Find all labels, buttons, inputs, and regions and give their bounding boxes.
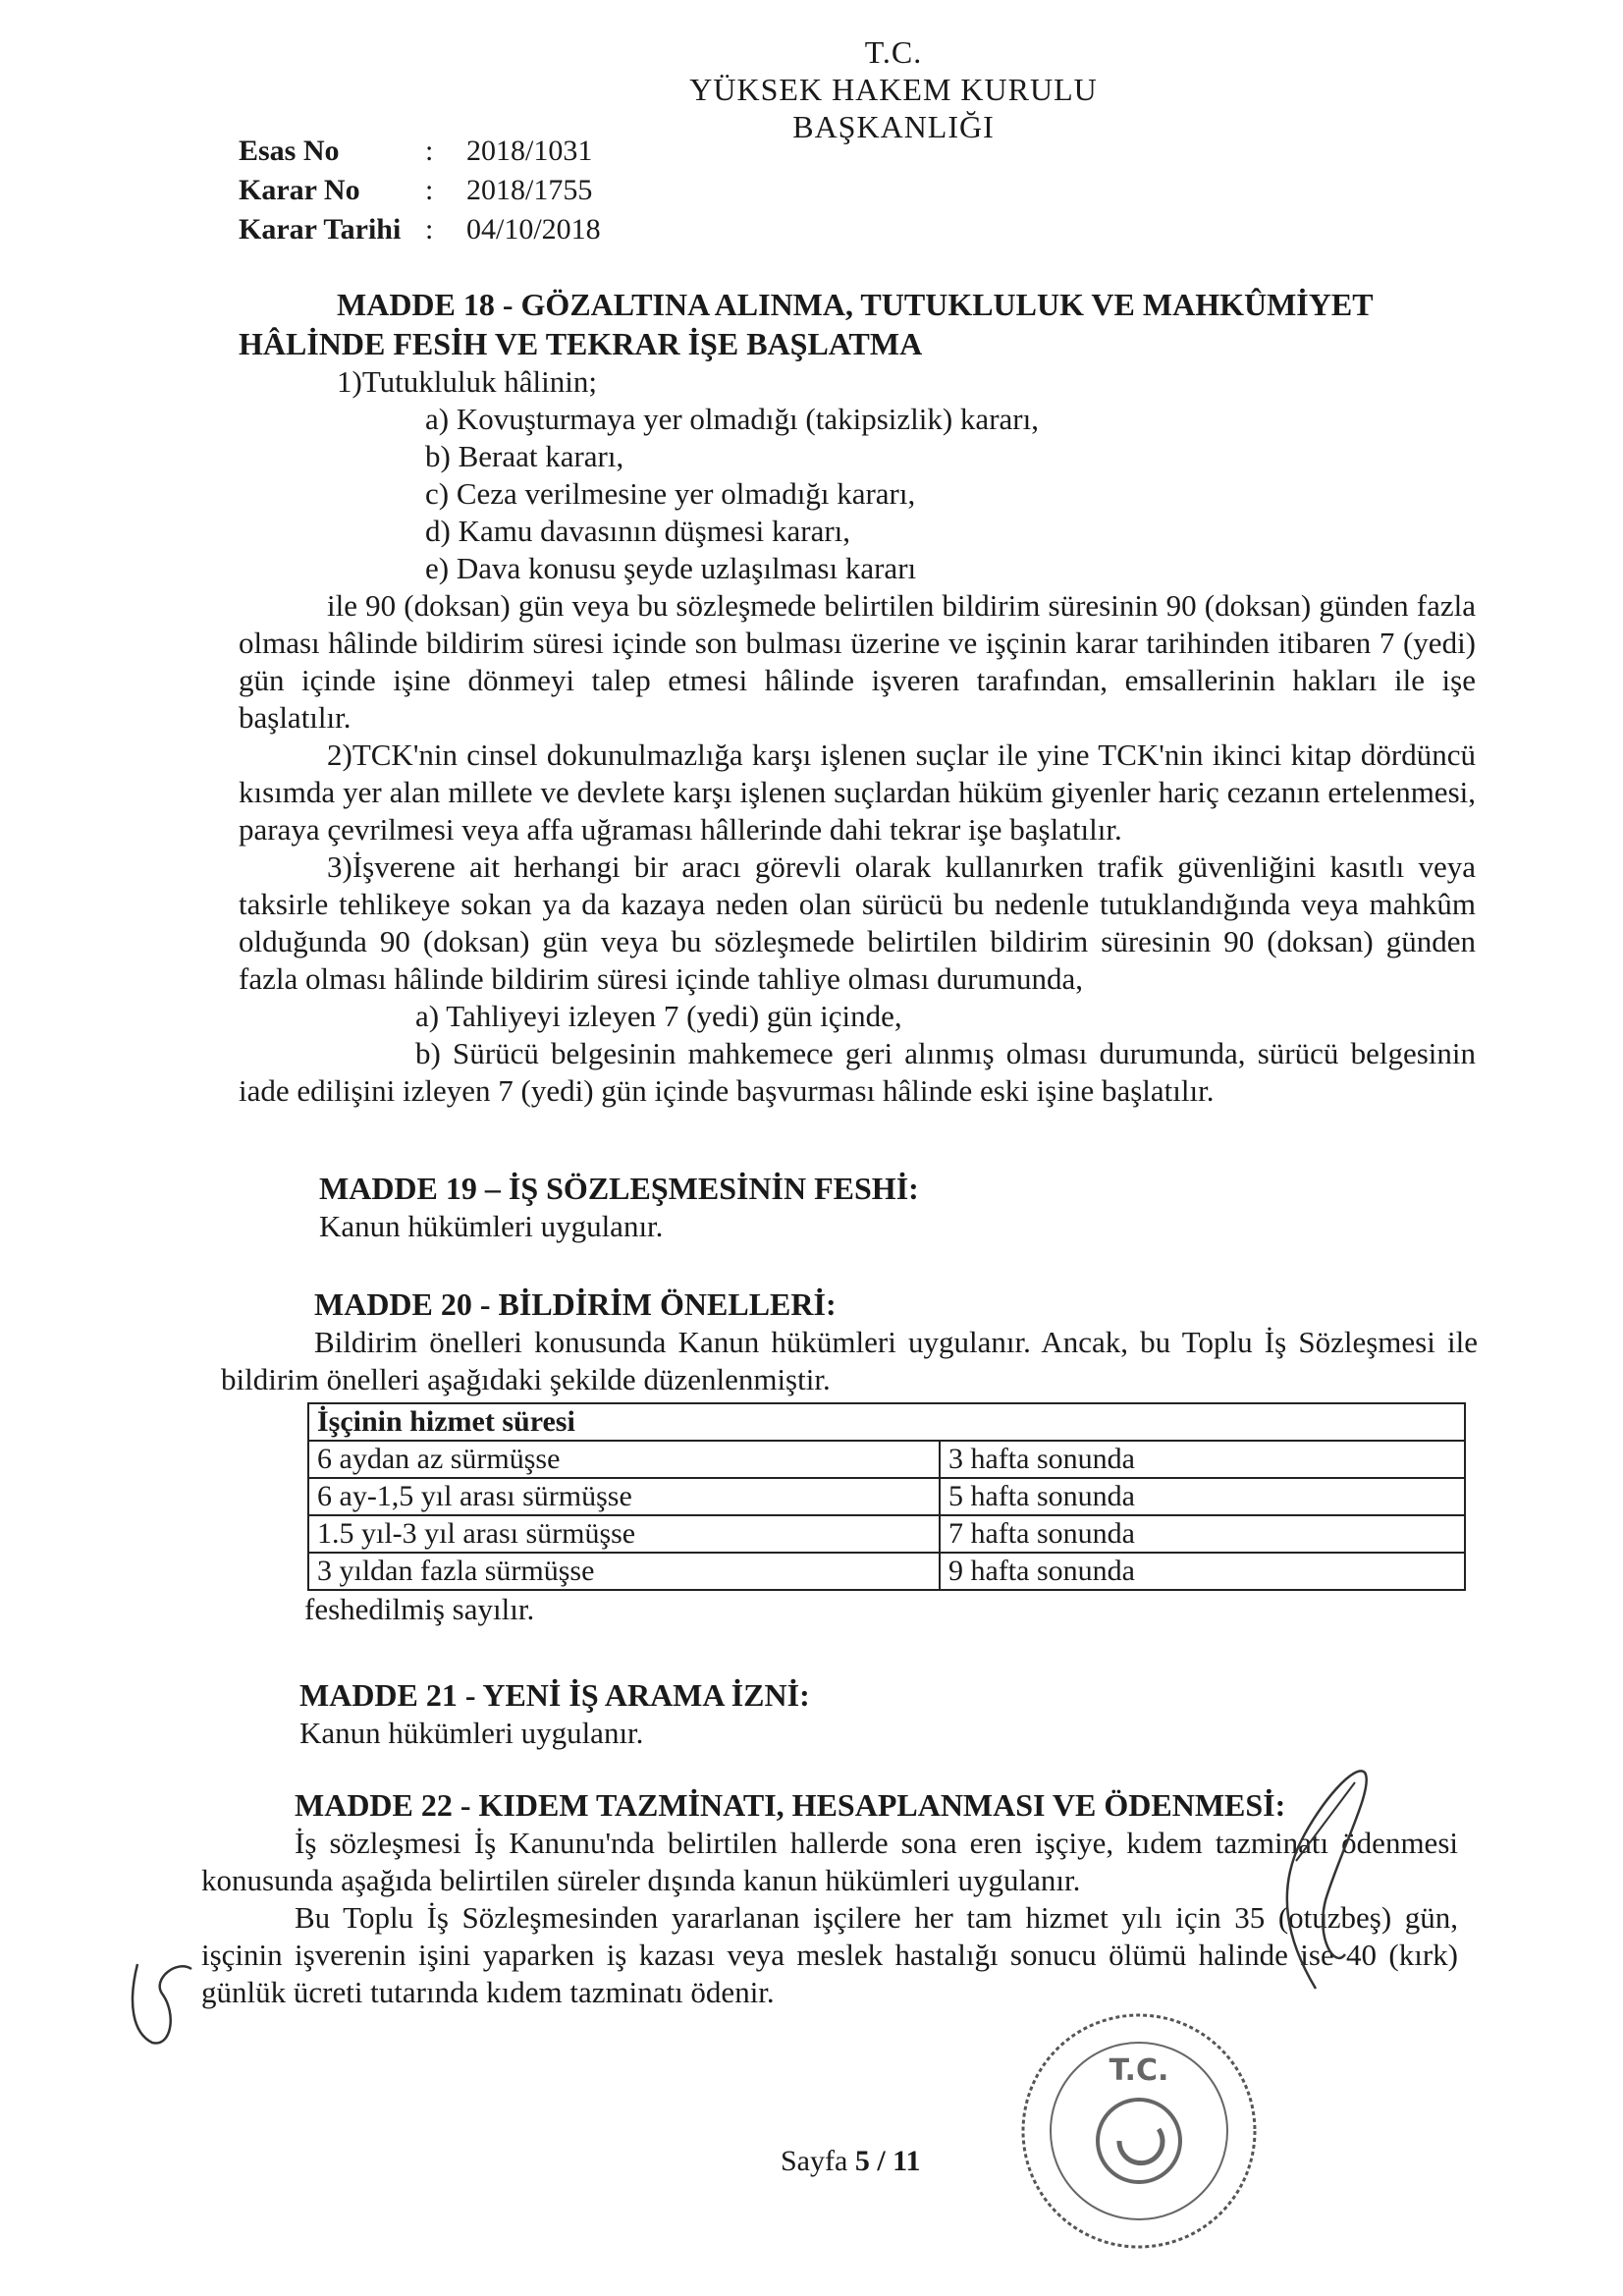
table-row — [308, 1515, 1465, 1553]
madde-18-p3-a: a) Tahliyeyi izleyen 7 (yedi) gün içinde, — [415, 999, 902, 1033]
page-number — [781, 2145, 921, 2178]
madde-20-body: Bildirim önelleri konusunda Kanun hükümleri uygulanır. Ancak, bu Toplu İş Sözleşmesi ile bildirim önelleri aşağıdaki şekilde düzenlenmiştir. — [221, 1325, 1478, 1396]
table-cell-service: 1.5 yıl-3 yıl arası sürmüşse — [308, 1515, 940, 1553]
table-cell-service: 6 aydan az sürmüşse — [308, 1441, 940, 1478]
table-row — [308, 1478, 1465, 1515]
madde-18-p2: 2)TCK'nin cinsel dokunulmazlığa karşı işlenen suçlar ile yine TCK'nin ikinci kitap dördüncü kısımda yer alan millete ve devlete karşı işlenen suçlardan hüküm giyenler hariç cezanın ertelenmesi, paraya çevrilmesi veya affa uğraması hâllerinde dahi tekrar işe başlatılır. — [239, 738, 1476, 847]
madde-20-title: MADDE 20 - BİLDİRİM ÖNELLERİ: — [314, 1286, 837, 1322]
table-row — [308, 1553, 1465, 1590]
header-line-presidency: BAŞKANLIĞI — [792, 109, 995, 144]
madde-18-intro: 1)Tutukluluk hâlinin; — [337, 364, 597, 399]
meta-row-karar: Karar No : 2018/1755 — [239, 174, 593, 206]
header-line-institution: YÜKSEK HAKEM KURULU — [689, 72, 1098, 107]
page-number-value: 5 / 11 — [854, 2145, 921, 2177]
list-item: c) Ceza verilmesine yer olmadığı kararı, — [425, 476, 916, 511]
table-header-row — [308, 1403, 1465, 1441]
document-header — [550, 33, 1237, 145]
madde-19-title: MADDE 19 – İŞ SÖZLEŞMESİNİN FESHİ: — [319, 1171, 919, 1206]
madde-18 — [239, 285, 1476, 1110]
madde-18-p1-body: ile 90 (doksan) gün veya bu sözleşmede belirtilen bildirim süresinin 90 (doksan) günden fazla olması hâlinde bildirim süresi içinde son bulması üzerine ve işçinin karar tarihinden itibaren 7 (yedi) gün içinde işine dönmeyi talep etmesi hâlinde işveren tarafından, emsallerinin hakları ile işe başlatılır. — [239, 588, 1476, 735]
table-header-cell: İşçinin hizmet süresi — [308, 1403, 1465, 1441]
madde-22-p1: İş sözleşmesi İş Kanunu'nda belirtilen hallerde sona eren işçiye, kıdem tazminatı ödenmesi konusunda aşağıda belirtilen süreler dışında kanun hükümleri uygulanır. — [201, 1826, 1458, 1897]
madde-19-body: Kanun hükümleri uygulanır. — [319, 1209, 664, 1243]
list-item: b) Beraat kararı, — [425, 439, 624, 473]
margin-initials-mark — [118, 1944, 206, 2052]
madde-21 — [299, 1675, 1458, 1752]
table-row — [308, 1441, 1465, 1478]
header-line-tc: T.C. — [864, 34, 923, 70]
case-metadata — [239, 132, 730, 249]
meta-row-esas: Esas No : 2018/1031 — [239, 135, 593, 167]
madde-18-title-cont: HÂLİNDE FESİH VE TEKRAR İŞE BAŞLATMA — [239, 326, 923, 361]
list-item: d) Kamu davasının düşmesi kararı, — [425, 514, 851, 548]
table-cell-notice: 9 hafta sonunda — [940, 1553, 1465, 1590]
table-cell-notice: 7 hafta sonunda — [940, 1515, 1465, 1553]
madde-21-title: MADDE 21 - YENİ İŞ ARAMA İZNİ: — [299, 1677, 810, 1713]
notice-period-table — [307, 1402, 1466, 1591]
table-cell-service: 6 ay-1,5 yıl arası sürmüşse — [308, 1478, 940, 1515]
madde-21-body: Kanun hükümleri uygulanır. — [299, 1716, 644, 1750]
table-cell-notice: 5 hafta sonunda — [940, 1478, 1465, 1515]
madde-18-title: MADDE 18 - GÖZALTINA ALINMA, TUTUKLULUK VE MAHKÛMİYET — [337, 287, 1374, 322]
table-cell-notice: 3 hafta sonunda — [940, 1441, 1465, 1478]
madde-18-p3-b: b) Sürücü belgesinin mahkemece geri alınmış olması durumunda, sürücü belgesinin iade edilişini izleyen 7 (yedi) gün içinde başvurması hâlinde eski işine başlatılır. — [239, 1036, 1476, 1108]
madde-20 — [221, 1285, 1478, 1628]
list-item: e) Dava konusu şeyde uzlaşılması kararı — [425, 551, 917, 585]
table-cell-service: 3 yıldan fazla sürmüşse — [308, 1553, 940, 1590]
list-item: a) Kovuşturmaya yer olmadığı (takipsizlik) kararı, — [425, 402, 1039, 436]
madde-22-p2: Bu Toplu İş Sözleşmesinden yararlanan işçilere her tam hizmet yılı için 35 (otuzbeş) gün, işçinin işverenin işini yaparken iş kazası veya meslek hastalığı sonucu ölümü halinde ise 40 (kırk) günlük ücreti tutarında kıdem tazminatı ödenir. — [201, 1900, 1458, 2009]
meta-row-tarih: Karar Tarihi : 04/10/2018 — [239, 213, 601, 246]
svg-text:T.C.: T.C. — [1109, 2053, 1169, 2088]
madde-22-title: MADDE 22 - KIDEM TAZMİNATI, HESAPLANMASI VE ÖDENMESİ: — [295, 1787, 1286, 1823]
signature-mark — [1247, 1743, 1384, 1998]
madde-19 — [319, 1169, 1478, 1245]
madde-18-items — [239, 401, 1476, 587]
madde-20-after: feshedilmiş sayılır. — [304, 1592, 535, 1626]
madde-18-p3: 3)İşverene ait herhangi bir aracı görevli olarak kullanırken trafik güvenliğini kasıtlı veya taksirle tehlikeye sokan ya da kazaya neden olan sürücü bu nedenle tutuklandığında veya mahkûm olduğunda 90 (doksan) gün veya bu sözleşmede belirtilen bildirim süresinin 90 (doksan) günden fazla olması hâlinde bildirim süresi içinde tahliye olması durumunda, — [239, 849, 1476, 996]
page-number-prefix: Sayfa — [781, 2145, 848, 2177]
official-seal-stamp — [1011, 2003, 1267, 2259]
